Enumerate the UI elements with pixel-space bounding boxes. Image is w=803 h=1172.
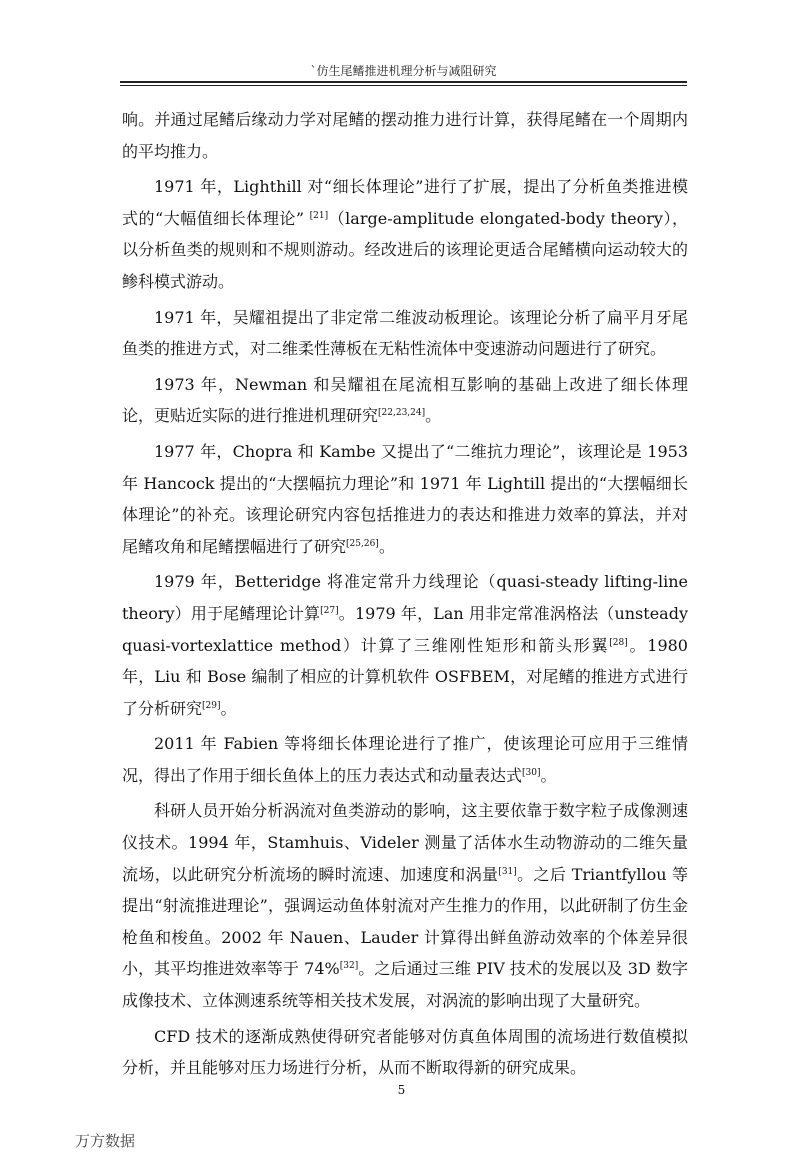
text-run: 1977 年，Chopra 和 Kambe 又提出了“二维抗力理论”，该理论是 1953 年 Hancock 提出的“大摆幅抗力理论”和 1971 年 Lightill 提出的“大摆幅细长体理论”的补充。该理论研究内容包括推进力的表达和推进力效率的算法，并对尾鳍攻角和尾鳍摆幅进行了研究 xyxy=(122,441,688,556)
citation: [25,26] xyxy=(346,538,379,549)
citation: [28] xyxy=(609,637,628,648)
text-run: 。 xyxy=(540,765,557,785)
text-run: 。1980 年，Liu 和 Bose 编制了相应的计算机软件 OSFBEM，对尾鳍的推进方式进行了分析研究 xyxy=(122,635,688,718)
paragraph xyxy=(122,369,688,432)
text-run: 。 xyxy=(425,406,442,426)
text-run: 响。并通过尾鳍后缘动力学对尾鳍的摆动推力进行计算，获得尾鳍在一个周期内的平均推力。 xyxy=(122,110,688,161)
header-rule-thick xyxy=(120,81,687,83)
citation: [29] xyxy=(202,700,221,711)
citation: [27] xyxy=(320,605,339,616)
citation: [31] xyxy=(498,866,517,877)
paragraph xyxy=(122,302,688,365)
text-run: 2011 年 Fabien 等将细长体理论进行了推广，使该理论可应用于三维情况，得出了作用于细长鱼体上的压力表达式和动量表达式 xyxy=(122,734,688,785)
citation: [30] xyxy=(522,767,541,778)
paragraph xyxy=(122,566,688,724)
text-run: 1971 年，吴耀祖提出了非定常二维波动板理论。该理论分析了扁平月牙尾鱼类的推进方式，对二维柔性薄板在无粘性流体中变速游动问题进行了研究。 xyxy=(122,307,688,359)
text-run: 科研人员开始分析涡流对鱼类游动的影响，这主要依靠于数字粒子成像测速仪技术。1994 年，Stamhuis、Videler 测量了活体水生动物游动的二维矢量流场，以此研究分析流场的瞬时流速、加速度和涡量 xyxy=(122,801,688,884)
text-run: 。1979 年，Lan 用非定常准涡格法（unsteady quasi-vortexlattice method）计算了三维刚性矩形和箭头形翼 xyxy=(122,603,688,655)
paragraph xyxy=(122,171,688,297)
citation: [32] xyxy=(339,961,359,972)
text-run: （large-amplitude elongated-body theory），以分析鱼类的规则和不规则游动。经改进后的该理论更适合尾鳍横向运动较大的鲹科模式游动。 xyxy=(122,208,688,291)
text-run: CFD 技术的逐渐成熟使得研究者能够对仿真鱼体周围的流场进行数值模拟分析，并且能够对压力场进行分析，从而不断取得新的研究成果。 xyxy=(122,1026,688,1078)
citation: [21] xyxy=(309,210,329,221)
text-run: 1973 年，Newman 和吴耀祖在尾流相互影响的基础上改进了细长体理论，更贴近实际的进行推进机理研究 xyxy=(122,374,688,426)
text-run: 。之后通过三维 PIV 技术的发展以及 3D 数字成像技术、立体测速系统等相关技术发展，对涡流的影响出现了大量研究。 xyxy=(122,959,688,1011)
text-run: 1971 年，Lighthill 对“细长体理论”进行了扩展，提出了分析鱼类推进模式的“大幅值细长体理论” xyxy=(122,177,688,228)
text-run: 。 xyxy=(220,698,237,718)
page-number: 5 xyxy=(397,1083,406,1097)
text-run: 。之后 Triantfyllou 等提出“射流推进理论”，强调运动鱼体射流对产生推力的作用，以此研制了仿生金枪鱼和梭鱼。2002 年 Nauen、Lauder 计算得出鲜鱼游动效率的个体差异很小，其平均推进效率等于 74% xyxy=(122,864,688,979)
text-run: 1979 年，Betteridge 将准定常升力线理论（quasi-steady lifting-line theory）用于尾鳍理论计算 xyxy=(122,572,688,623)
watermark-text: 万方数据 xyxy=(75,1132,136,1150)
paragraph xyxy=(122,104,688,167)
paragraph xyxy=(122,728,688,791)
body-text xyxy=(122,104,688,1088)
running-header: `仿生尾鳍推进机理分析与减阻研究 xyxy=(310,64,497,78)
paragraph xyxy=(122,1021,688,1084)
paragraph xyxy=(122,795,688,1016)
text-run: 。 xyxy=(378,536,395,556)
paragraph xyxy=(122,436,688,562)
header-rule-thin xyxy=(120,85,687,86)
citation: [22,23,24] xyxy=(378,408,426,419)
